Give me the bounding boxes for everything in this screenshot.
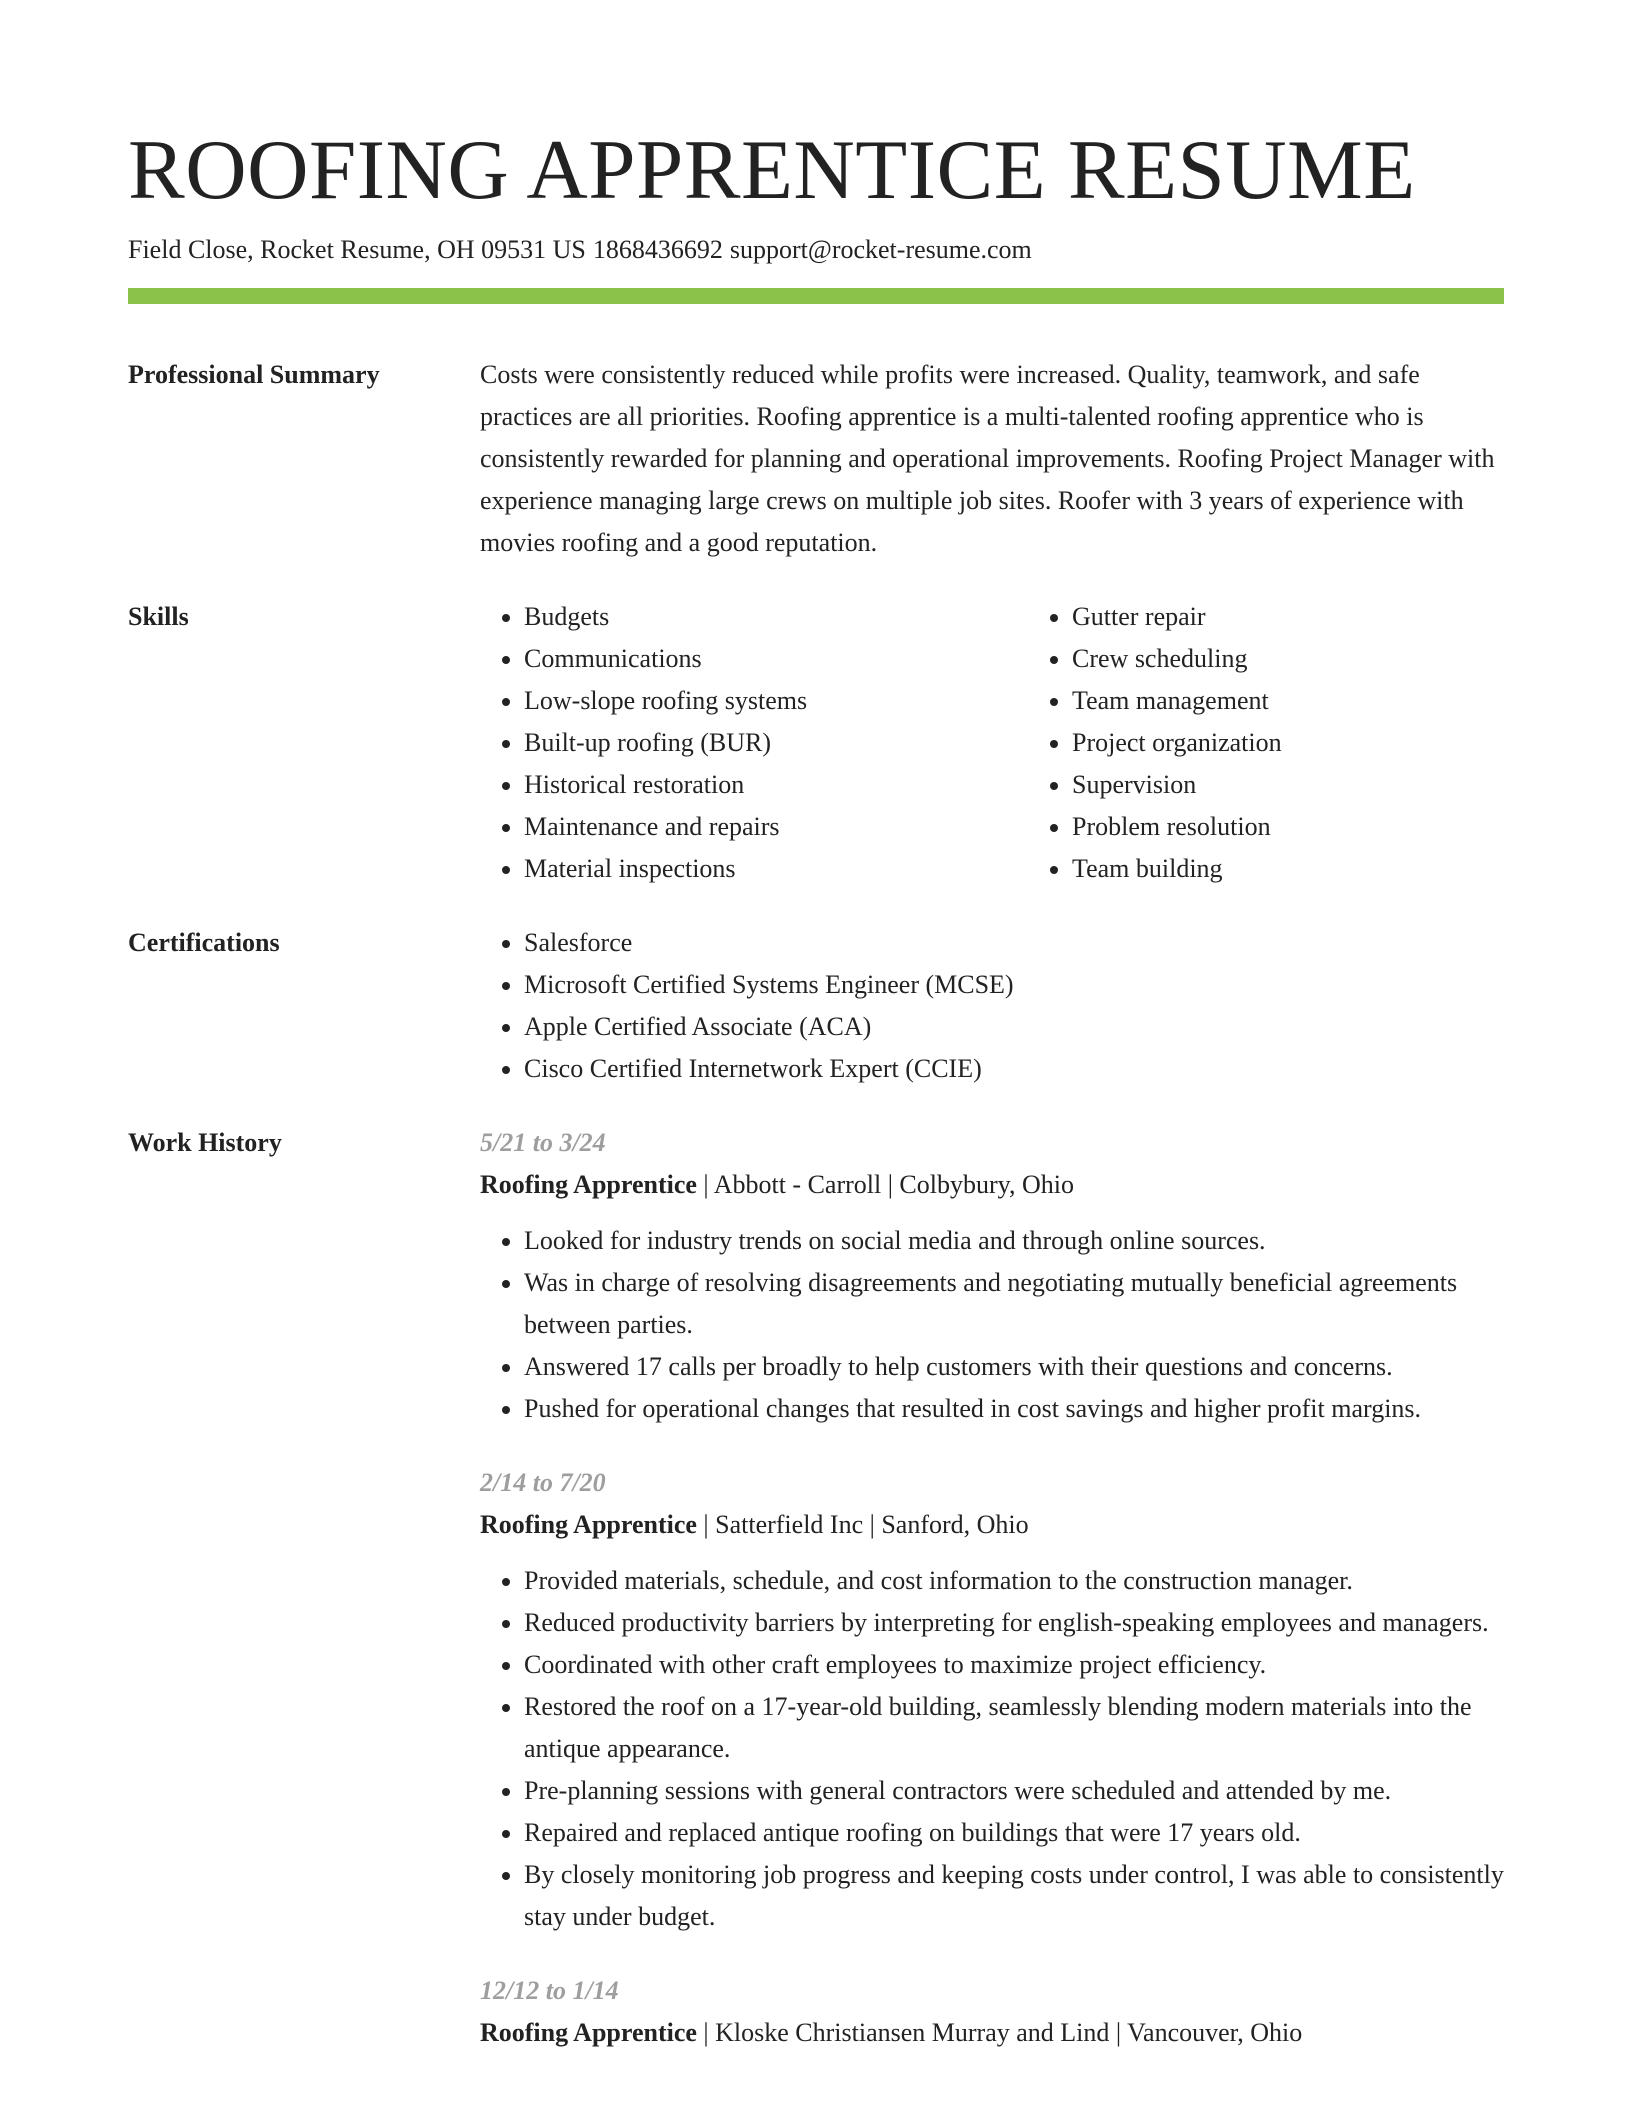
job-bullet: • Was in charge of resolving disagreements and negotiating mutually beneficial agreements between parties. (524, 1262, 1504, 1346)
skills-section (128, 596, 1504, 890)
job-bullet: • Pre-planning sessions with general contractors were scheduled and attended by me. (524, 1770, 1504, 1812)
job-heading (480, 1504, 1504, 1546)
summary-body (480, 354, 1504, 564)
work-history-section (128, 1122, 1504, 2054)
skills-list-left (480, 596, 1028, 890)
contact-address: Field Close, Rocket Resume, OH 09531 US (128, 235, 586, 264)
job-entry (480, 1462, 1504, 1938)
certifications-body (480, 922, 1504, 1090)
certification-item: • Cisco Certified Internetwork Expert (CCIE) (524, 1048, 1504, 1090)
skill-item: • Maintenance and repairs (524, 806, 1028, 848)
job-bullet: • By closely monitoring job progress and keeping costs under control, I was able to consistently stay under budget. (524, 1854, 1504, 1938)
job-dates: 2/14 to 7/20 (480, 1468, 606, 1497)
skill-item: • Low-slope roofing systems (524, 680, 1028, 722)
work-history-heading: Work History (128, 1128, 282, 1157)
job-bullet: • Reduced productivity barriers by interpreting for english-speaking employees and managers. (524, 1602, 1504, 1644)
work-history-body (480, 1122, 1504, 2054)
certification-item: • Microsoft Certified Systems Engineer (MCSE) (524, 964, 1504, 1006)
skill-item: • Supervision (1072, 764, 1576, 806)
certifications-heading: Certifications (128, 928, 280, 957)
certifications-list (480, 922, 1504, 1090)
contact-phone: 1868436692 (592, 235, 723, 264)
job-dates: 12/12 to 1/14 (480, 1976, 619, 2005)
job-bullet: • Answered 17 calls per broadly to help customers with their questions and concerns. (524, 1346, 1504, 1388)
skill-item: • Team management (1072, 680, 1576, 722)
summary-text: Costs were consistently reduced while profits were increased. Quality, teamwork, and safe practices are all priorities. Roofing apprentice is a multi-talented roofing apprentice who is consistently rewarded for planning and operational improvements. Roofing Project Manager with experience managing large crews on multiple job sites. Roofer with 3 years of experience with movies roofing and a good reputation. (480, 360, 1495, 557)
job-heading (480, 2012, 1504, 2054)
skill-item: • Project organization (1072, 722, 1576, 764)
job-details: | Satterfield Inc | Sanford, Ohio (696, 1510, 1029, 1539)
skill-item: • Historical restoration (524, 764, 1028, 806)
job-bullets (480, 1220, 1504, 1430)
job-entry (480, 1122, 1504, 1430)
job-title: Roofing Apprentice (480, 2018, 697, 2047)
header-divider (128, 288, 1504, 304)
job-entry (480, 1970, 1504, 2054)
certification-item: • Apple Certified Associate (ACA) (524, 1006, 1504, 1048)
skill-item: • Gutter repair (1072, 596, 1576, 638)
job-dates: 5/21 to 3/24 (480, 1128, 606, 1157)
skills-body (480, 596, 1576, 890)
job-bullets (480, 1560, 1504, 1938)
skill-item: • Built-up roofing (BUR) (524, 722, 1028, 764)
job-bullet: • Provided materials, schedule, and cost information to the construction manager. (524, 1560, 1504, 1602)
job-details: | Kloske Christiansen Murray and Lind | Vancouver, Ohio (696, 2018, 1303, 2047)
job-bullet: • Coordinated with other craft employees to maximize project efficiency. (524, 1644, 1504, 1686)
contact-email: support@rocket-resume.com (729, 235, 1032, 264)
job-bullet: • Pushed for operational changes that resulted in cost savings and higher profit margins. (524, 1388, 1504, 1430)
skill-item: • Material inspections (524, 848, 1028, 890)
job-bullet: • Looked for industry trends on social media and through online sources. (524, 1220, 1504, 1262)
skill-item: • Communications (524, 638, 1028, 680)
skill-item: • Crew scheduling (1072, 638, 1576, 680)
summary-heading: Professional Summary (128, 360, 380, 389)
job-details: | Abbott - Carroll | Colbybury, Ohio (696, 1170, 1074, 1199)
skills-heading: Skills (128, 602, 189, 631)
contact-line (128, 232, 1504, 268)
skill-item: • Team building (1072, 848, 1576, 890)
job-bullet: • Repaired and replaced antique roofing on buildings that were 17 years old. (524, 1812, 1504, 1854)
resume-page (128, 118, 1504, 2054)
job-heading (480, 1164, 1504, 1206)
skill-item: • Budgets (524, 596, 1028, 638)
job-bullet: • Restored the roof on a 17-year-old building, seamlessly blending modern materials into the antique appearance. (524, 1686, 1504, 1770)
resume-title: ROOFING APPRENTICE RESUME (128, 123, 1416, 217)
summary-section (128, 354, 1504, 564)
job-title: Roofing Apprentice (480, 1510, 697, 1539)
skill-item: • Problem resolution (1072, 806, 1576, 848)
certifications-section (128, 922, 1504, 1090)
skills-list-right (1028, 596, 1576, 890)
job-title: Roofing Apprentice (480, 1170, 697, 1199)
certification-item: • Salesforce (524, 922, 1504, 964)
